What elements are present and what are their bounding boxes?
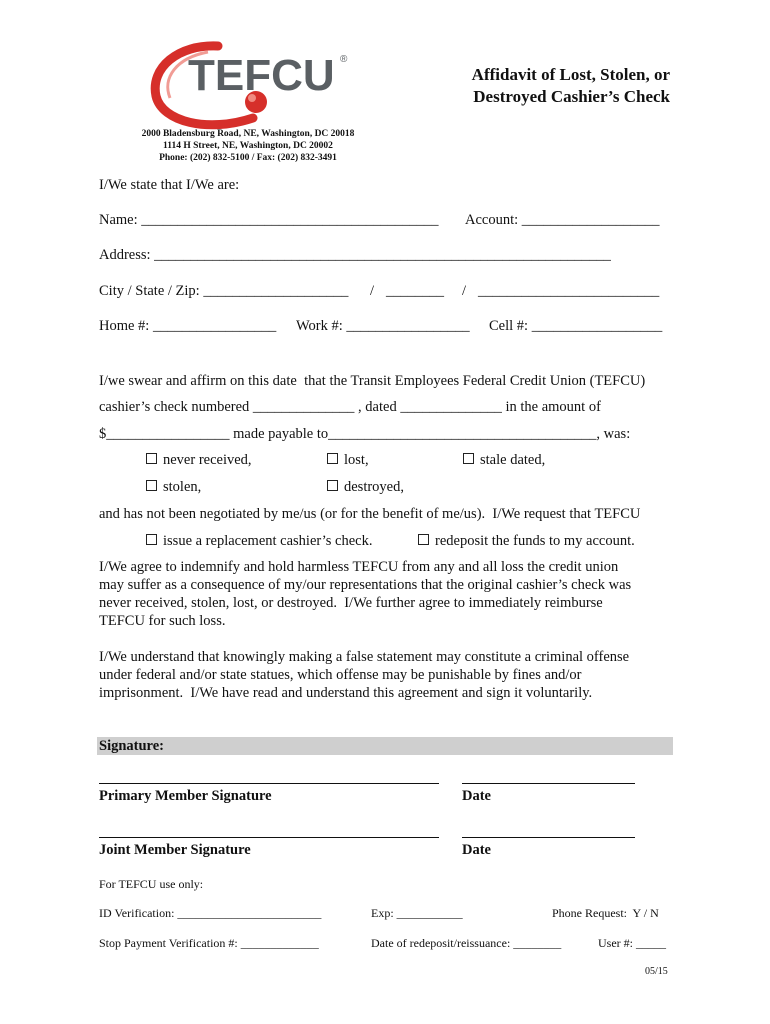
understand-line: under federal and/or state statues, which offense may be punishable by fines and/or: [99, 667, 582, 683]
primary-date-line[interactable]: [462, 783, 635, 784]
intro-text: I/We state that I/We are:: [99, 177, 240, 193]
indemnify-line: never received, stolen, lost, or destroyed. I/We further agree to immediately reimburse: [99, 595, 603, 611]
form-title-line2: Destroyed Cashier’s Check: [473, 87, 670, 106]
option-label: issue a replacement cashier’s check.: [163, 533, 373, 549]
address-line-2: 1114 H Street, NE, Washington, DC 20002: [163, 141, 333, 151]
signature-header-bar: [97, 737, 673, 755]
checkbox-icon[interactable]: [146, 480, 157, 491]
option-label: lost,: [344, 452, 369, 468]
slash-1: /: [370, 283, 375, 299]
option-label: redeposit the funds to my account.: [435, 533, 635, 549]
work-phone-field[interactable]: Work #: _________________: [296, 318, 470, 334]
affirm-line-3[interactable]: $_________________ made payable to_____________________________________, was:: [99, 426, 631, 442]
user-number-field[interactable]: User #: _____: [598, 936, 666, 950]
redeposit-date-field[interactable]: Date of redeposit/reissuance: ________: [371, 936, 562, 950]
joint-date-label: Date: [462, 842, 491, 858]
address-field[interactable]: Address: _______________________________________________________________: [99, 247, 611, 263]
account-field[interactable]: Account: ___________________: [465, 212, 660, 228]
address-line-1: 2000 Bladensburg Road, NE, Washington, DC 20018: [141, 129, 355, 139]
name-field[interactable]: Name: _________________________________________: [99, 212, 439, 228]
understand-line: imprisonment. I/We have read and understand this agreement and sign it voluntarily.: [99, 685, 593, 701]
primary-signature-label: Primary Member Signature: [99, 788, 272, 804]
slash-2: /: [462, 283, 467, 299]
state-field[interactable]: ________: [386, 283, 444, 299]
request-line: and has not been negotiated by me/us (or for the benefit of me/us). I/We request that TEFCU: [99, 506, 641, 522]
office-use-label: For TEFCU use only:: [99, 877, 204, 891]
form-title-line1: Affidavit of Lost, Stolen, or: [471, 65, 670, 84]
phone-request-field[interactable]: Phone Request: Y / N: [552, 906, 659, 920]
exp-field[interactable]: Exp: ___________: [371, 906, 463, 920]
checkbox-icon[interactable]: [327, 453, 338, 464]
primary-date-label: Date: [462, 788, 491, 804]
option-never-received[interactable]: [146, 452, 252, 469]
checkbox-icon[interactable]: [146, 453, 157, 464]
checkbox-icon[interactable]: [418, 534, 429, 545]
checkbox-icon[interactable]: [327, 480, 338, 491]
option-label: stale dated,: [480, 452, 546, 468]
option-stolen[interactable]: [146, 479, 201, 496]
primary-signature-line[interactable]: [99, 783, 439, 784]
option-redeposit[interactable]: [418, 533, 635, 550]
option-label: destroyed,: [344, 479, 404, 495]
option-lost[interactable]: [327, 452, 369, 469]
option-replacement[interactable]: [146, 533, 372, 550]
option-destroyed[interactable]: [327, 479, 404, 496]
indemnify-line: I/We agree to indemnify and hold harmless TEFCU from any and all loss the credit union: [99, 559, 619, 575]
form-code: 05/15: [645, 966, 668, 977]
affirm-line-1: I/we swear and affirm on this date that the Transit Employees Federal Credit Union (TEFCU): [99, 373, 646, 389]
logo-text: TEFCU: [188, 51, 335, 100]
tefcu-logo: [148, 38, 353, 138]
understand-line: I/We understand that knowingly making a false statement may constitute a criminal offense: [99, 649, 630, 665]
stop-payment-field[interactable]: Stop Payment Verification #: _____________: [99, 936, 319, 950]
city-field[interactable]: City / State / Zip: ____________________: [99, 283, 349, 299]
phone-fax: Phone: (202) 832-5100 / Fax: (202) 832-3491: [159, 153, 337, 163]
joint-signature-label: Joint Member Signature: [99, 842, 251, 858]
option-stale-dated[interactable]: [463, 452, 545, 469]
cell-phone-field[interactable]: Cell #: __________________: [489, 318, 663, 334]
checkbox-icon[interactable]: [146, 534, 157, 545]
option-label: stolen,: [163, 479, 202, 495]
registered-mark: ®: [340, 54, 348, 65]
joint-date-line[interactable]: [462, 837, 635, 838]
indemnify-line: TEFCU for such loss.: [99, 613, 226, 629]
signature-header: Signature:: [99, 738, 164, 754]
joint-signature-line[interactable]: [99, 837, 439, 838]
option-label: never received,: [163, 452, 252, 468]
affirm-line-2[interactable]: cashier’s check numbered ______________ , dated ______________ in the amount of: [99, 399, 601, 415]
id-verification-field[interactable]: ID Verification: ________________________: [99, 906, 322, 920]
indemnify-line: may suffer as a consequence of my/our representations that the original cashier’s check was: [99, 577, 632, 593]
zip-field[interactable]: _________________________: [478, 283, 660, 299]
home-phone-field[interactable]: Home #: _________________: [99, 318, 277, 334]
checkbox-icon[interactable]: [463, 453, 474, 464]
